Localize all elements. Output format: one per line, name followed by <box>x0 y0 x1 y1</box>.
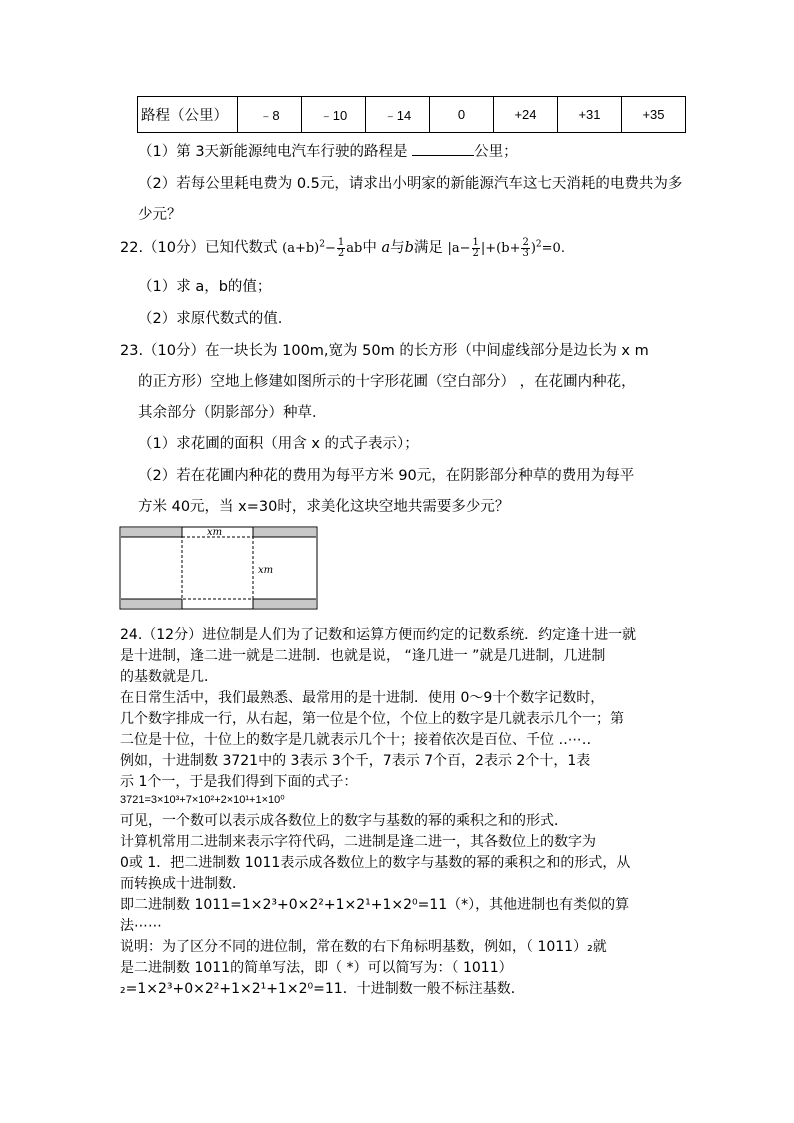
q24-line: 二位是十位，十位上的数字是几就表示几个十；接着依次是百位、千位 ‥⋯‥ <box>120 732 592 748</box>
close-paren: ) <box>530 241 536 256</box>
frac-den: 2 <box>337 248 345 259</box>
q24-line: 说明：为了区分不同的进位制，常在数的右下角标明基数，例如，（ 1011）₂就 <box>120 939 607 955</box>
q23-part2-line1: （2）若在花圃内种花的费用为每平方米 90元，在阴影部分种草的费用为每平 <box>138 468 635 484</box>
q23-line2: 的正方形）空地上修建如图所示的十字形花圃（空白部分） ，在花圃内种花， <box>138 374 636 390</box>
q24-line: 几个数字排成一行，从右起，第一位是个位，个位上的数字是几就表示几个一；第 <box>120 711 624 727</box>
q24-line: 示 1个一，于是我们得到下面的式子： <box>120 774 358 790</box>
q21-part2-line2: 少元？ <box>138 207 182 223</box>
frac-den: 3 <box>522 248 529 259</box>
fraction-half-2 <box>472 238 480 259</box>
abs-open: |a− <box>447 241 471 256</box>
q22-condition <box>447 237 565 259</box>
q22-and: 与 <box>390 240 405 256</box>
distance-table <box>137 96 686 133</box>
frac-den: 2 <box>472 248 479 259</box>
answer-blank <box>412 143 474 156</box>
abs-close: |+(b+ <box>480 241 521 256</box>
table-row <box>138 97 686 133</box>
table-cell: +24 <box>494 97 558 133</box>
equals-zero: =0. <box>541 241 565 256</box>
q24-line: 可见，一个数可以表示成各数位上的数字与基数的幂的乘积之和的形式． <box>120 813 568 829</box>
q22-satisfy: 满足 <box>413 240 443 256</box>
q23-part1: （1）求花圃的面积（用含 x 的式子表示）； <box>138 436 419 452</box>
q22-question <box>120 236 565 259</box>
frac-num: 2 <box>522 237 529 248</box>
q24-line: 是十进制，逢二进一就是二进制．也就是说， “逢几进一 ”就是几进制，几进制 <box>120 648 606 664</box>
garden-figure <box>119 526 318 610</box>
exponent: 2 <box>319 239 325 250</box>
q24-line: 而转换成十进制数． <box>120 876 246 892</box>
q24-line: 的基数就是几． <box>120 669 218 685</box>
figure-outline <box>120 527 317 609</box>
q21-part1-text: （1）第 3天新能源纯电汽车行驶的路程是 <box>138 144 408 160</box>
table-header-cell: 路程（公里） <box>138 97 238 133</box>
frac-num: 1 <box>337 237 345 248</box>
q24-formula: 3721=3×10³+7×10²+2×10¹+1×10⁰ <box>120 794 285 806</box>
shaded-top-right <box>253 528 316 537</box>
var-a: a <box>381 240 391 256</box>
q23-line1: 23.（10分）在一块长为 100m,宽为 50m 的长方形（中间虚线部分是边长为 x m <box>120 343 649 359</box>
table-cell: ﹣10 <box>302 97 366 133</box>
q24-line: 即二进制数 1011=1×2³+0×2²+1×2¹+1×2⁰=11（*），其他进制也有类似的算 <box>120 897 630 913</box>
expr-ab: ab <box>346 241 363 256</box>
q24-line: 计算机常用二进制来表示字符代码，二进制是逢二进一，其各数位上的数字为 <box>120 834 596 850</box>
q24-line: 在日常生活中，我们最熟悉、最常用的是十进制．使用 0～9十个数字记数时， <box>120 690 605 706</box>
shaded-bottom-right <box>253 599 316 608</box>
fraction-half <box>337 238 345 259</box>
var-b: b <box>404 240 414 256</box>
table-cell: +31 <box>558 97 622 133</box>
table-cell: ﹣14 <box>366 97 430 133</box>
q23-line3: 其余部分（阴影部分）种草． <box>138 405 327 421</box>
q24-line: 法⋯⋯ <box>120 918 162 934</box>
q23-part2-line2: 方米 40元，当 x=30时，求美化这块空地共需要多少元？ <box>138 499 510 515</box>
figure-top-label: xm <box>207 527 223 538</box>
q21-part2-line1: （2）若每公里耗电费为 0.5元，请求出小明家的新能源汽车这七天消耗的电费共为多 <box>138 176 683 192</box>
expr-sum: (a+b) <box>282 241 320 256</box>
q22-mid: 中 <box>362 240 377 256</box>
frac-num: 1 <box>472 237 479 248</box>
q21-part1 <box>138 140 518 161</box>
table-cell: +35 <box>622 97 686 133</box>
q24-line: 24.（12分）进位制是人们为了记数和运算方便而约定的记数系统．约定逢十进一就 <box>120 627 637 643</box>
figure-right-label: xm <box>258 565 274 576</box>
fraction-two-thirds <box>521 238 529 259</box>
minus-sign: − <box>324 241 336 256</box>
q24-line: 是二进制数 1011的简单写法，即（ *）可以简写为：（ 1011） <box>120 960 513 976</box>
q22-part1: （1）求 a，b的值； <box>138 279 272 295</box>
table-cell: 0 <box>430 97 494 133</box>
q21-part1-unit: 公里； <box>474 144 518 160</box>
q22-label: 22.（10分）已知代数式 <box>120 240 278 256</box>
q22-part2: （2）求原代数式的值. <box>138 311 283 327</box>
table-cell: ﹣8 <box>238 97 302 133</box>
q24-line: ₂=1×2³+0×2²+1×2¹+1×2⁰=11．十进制数一般不标注基数． <box>120 981 525 997</box>
q24-line: 0或 1．把二进制数 1011表示成各数位上的数字与基数的幂的乘积之和的形式，从 <box>120 855 631 871</box>
shaded-bottom-left <box>121 599 182 608</box>
q22-expression <box>282 237 363 259</box>
q24-line: 例如，十进制数 3721中的 3表示 3个千，7表示 7个百，2表示 2个十，1表 <box>120 753 591 769</box>
shaded-top-left <box>121 528 182 537</box>
exponent: 2 <box>535 239 542 250</box>
